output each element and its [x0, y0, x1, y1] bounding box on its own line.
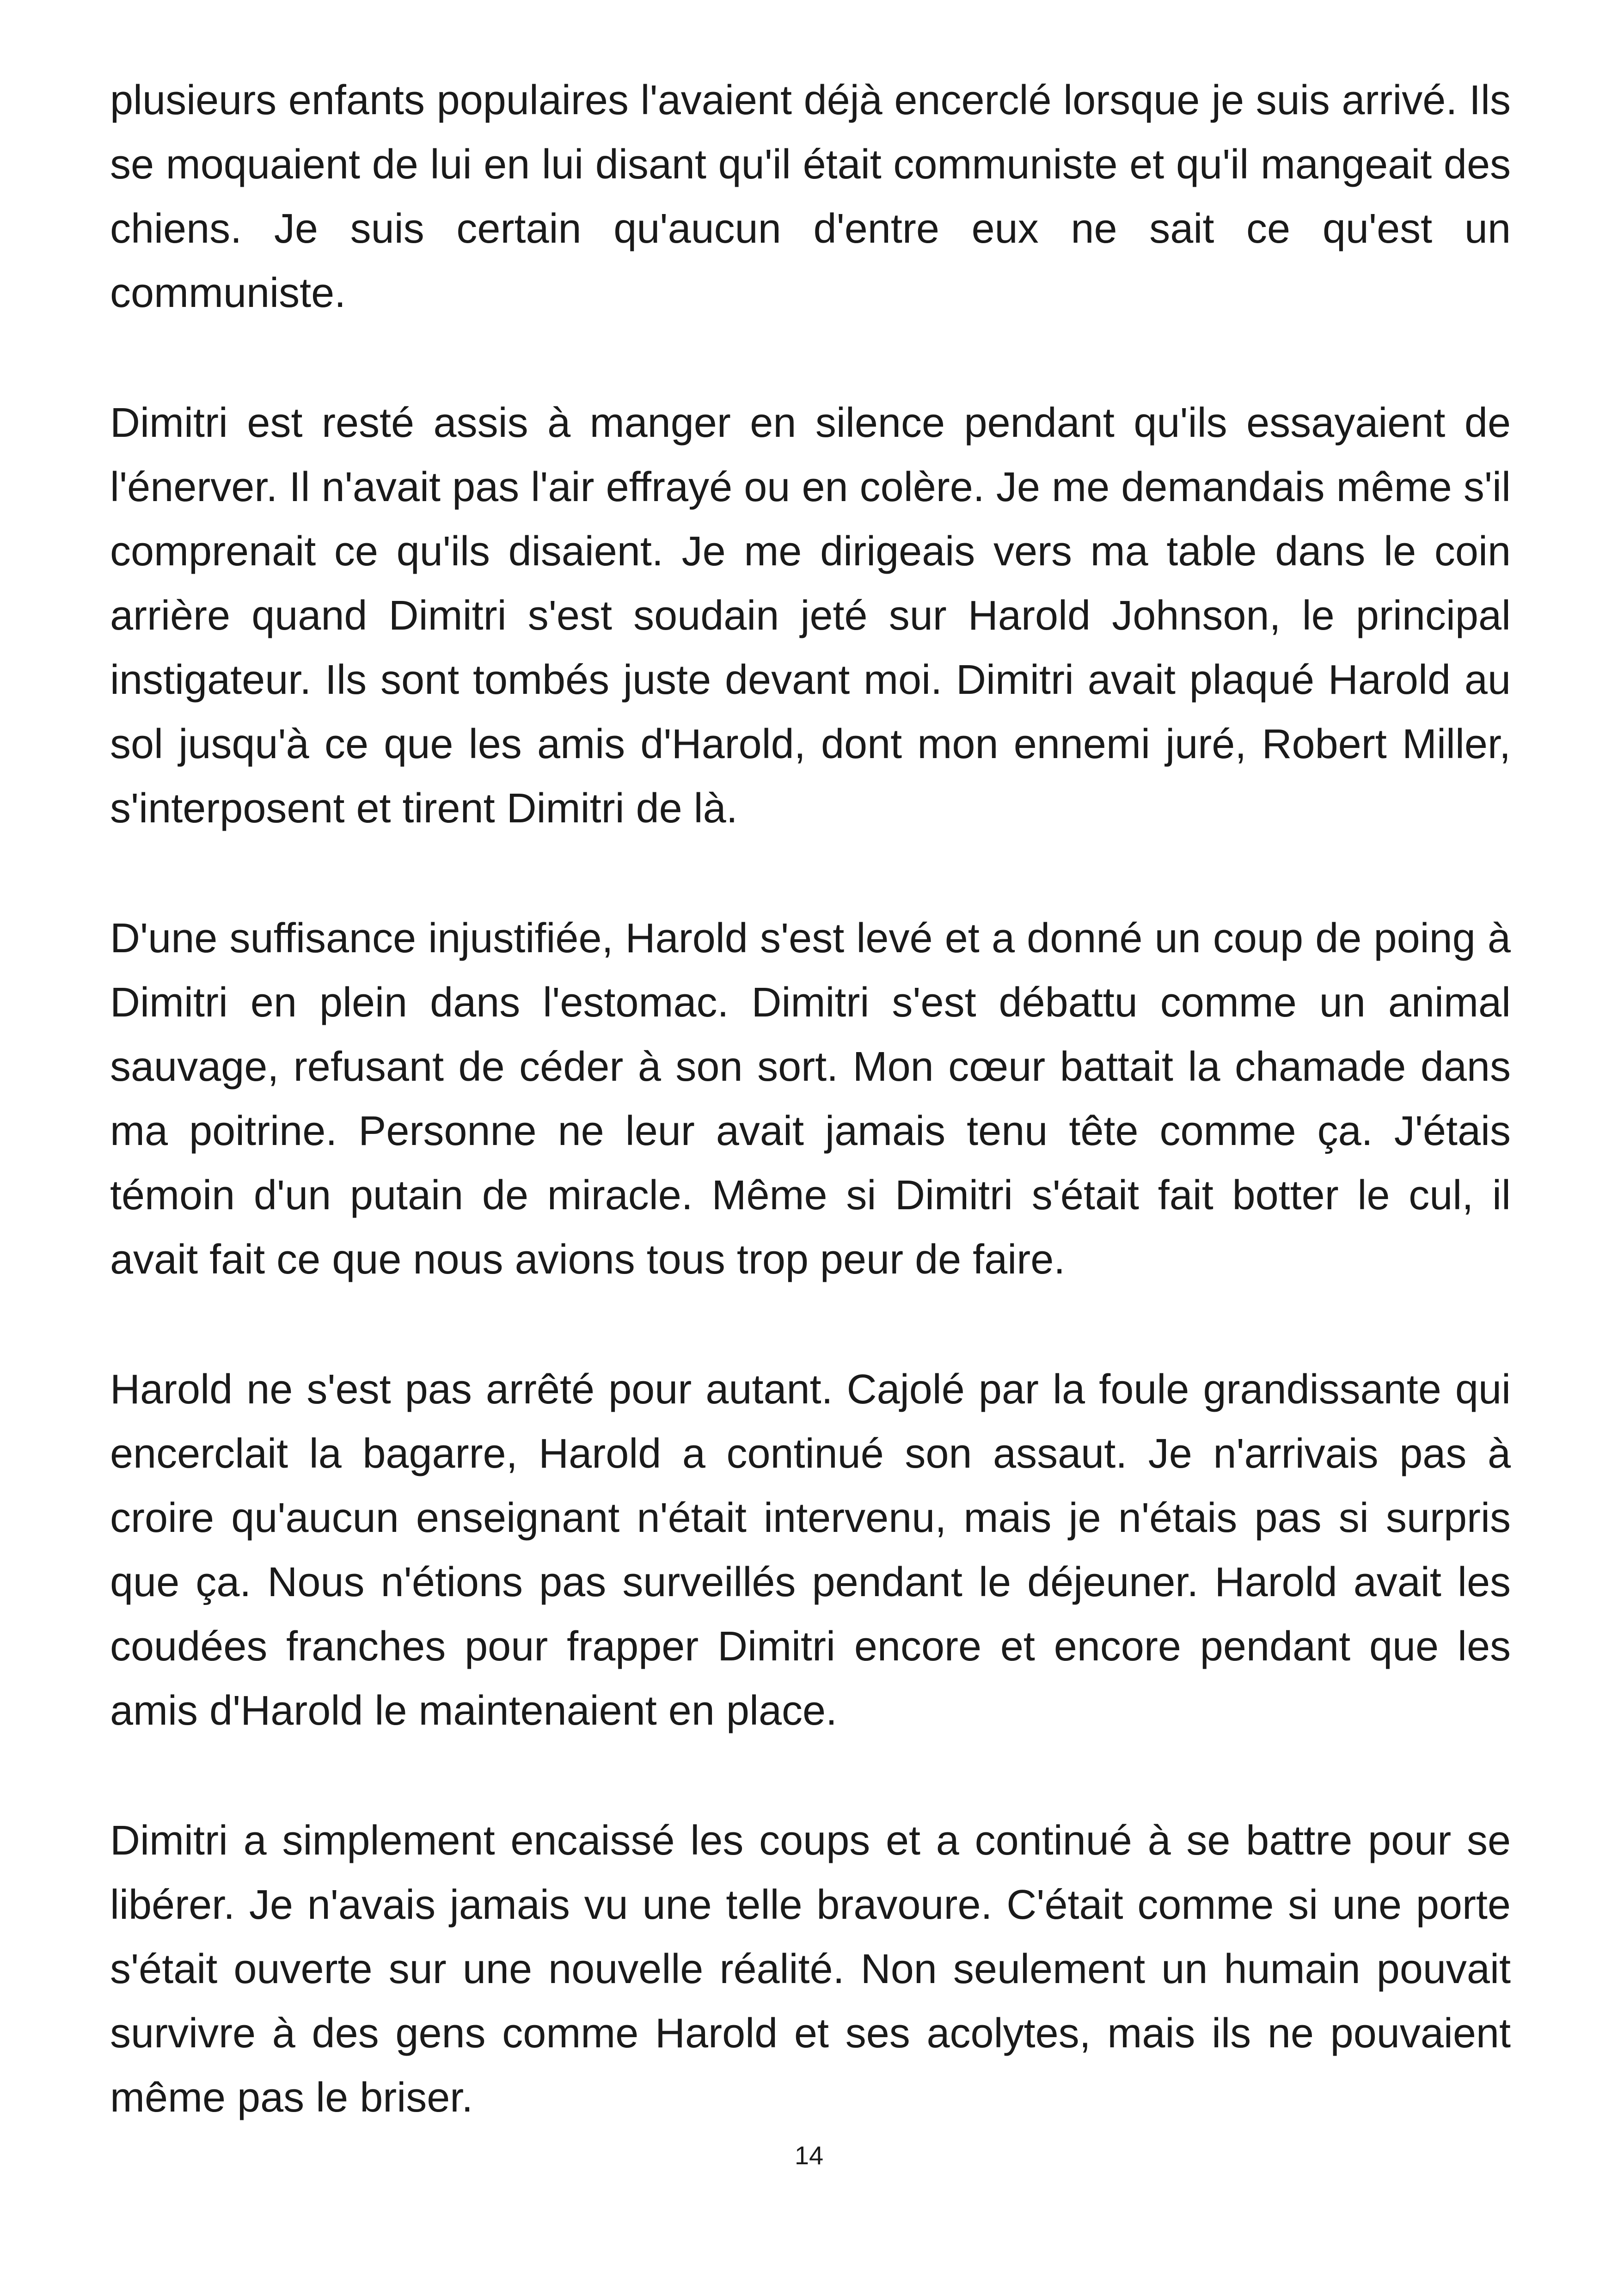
body-text — [110, 68, 1511, 2196]
paragraph: D'une suffisance injustifiée, Harold s'est levé et a donné un coup de poing à Dimitri en plein dans l'estomac. Dimitri s'est débattu comme un animal sauvage, refusant de céder à son sort. Mon cœur battait la chamade dans ma poitrine. Personne ne leur avait jamais tenu tête comme ça. J'étais témoin d'un putain de miracle. Même si Dimitri s'était fait botter le cul, il avait fait ce que nous avions tous trop peur de faire. — [110, 915, 1511, 1283]
paragraph: Dimitri est resté assis à manger en silence pendant qu'ils essayaient de l'énerver. Il n'avait pas l'air effrayé ou en colère. Je me demandais même s'il comprenait ce qu'ils disaient. Je me dirigeais vers ma table dans le coin arrière quand Dimitri s'est soudain jeté sur Harold Johnson, le principal instigateur. Ils sont tombés juste devant moi. Dimitri avait plaqué Harold au sol jusqu'à ce que les amis d'Harold, dont mon ennemi juré, Robert Miller, s'interposent et tirent Dimitri de là. — [110, 400, 1511, 832]
paragraph: Harold ne s'est pas arrêté pour autant. Cajolé par la foule grandissante qui encerclait la bagarre, Harold a continué son assaut. Je n'arrivais pas à croire qu'aucun enseignant n'était intervenu, mais je n'étais pas si surpris que ça. Nous n'étions pas surveillés pendant le déjeuner. Harold avait les coudées franches pour frapper Dimitri encore et encore pendant que les amis d'Harold le maintenaient en place. — [110, 1366, 1511, 1734]
page-number: 14 — [794, 2141, 824, 2170]
paragraph: Dimitri a simplement encaissé les coups et a continué à se battre pour se libérer. Je n'avais jamais vu une telle bravoure. C'était comme si une porte s'était ouverte sur une nouvelle réalité. Non seulement un humain pouvait survivre à des gens comme Harold et ses acolytes, mais ils ne pouvaient même pas le briser. — [110, 1818, 1511, 2121]
paragraph: plusieurs enfants populaires l'avaient déjà encerclé lorsque je suis arrivé. Ils se moquaient de lui en lui disant qu'il était communiste et qu'il mangeait des chiens. Je suis certain qu'aucun d'entre eux ne sait ce qu'est un communiste. — [110, 77, 1511, 316]
